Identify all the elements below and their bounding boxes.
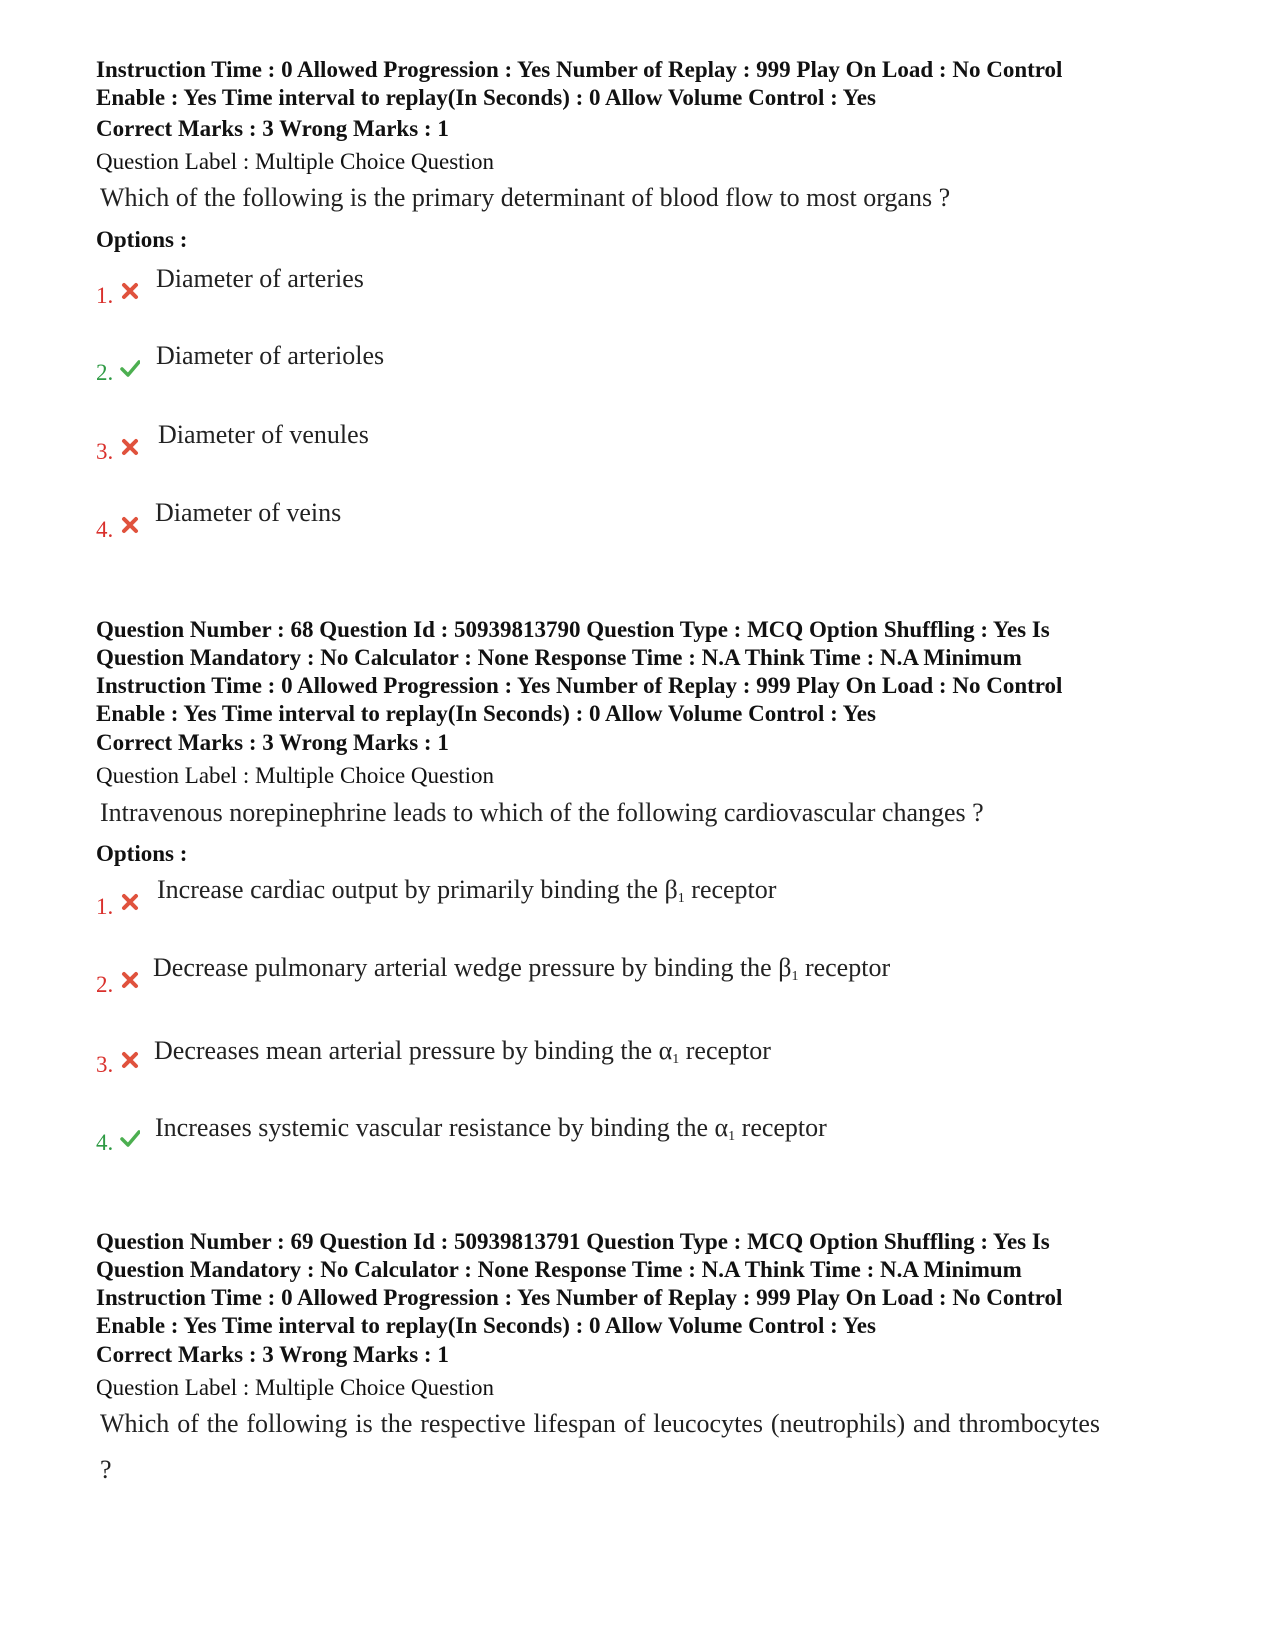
option-item <box>96 262 1196 312</box>
cross-icon <box>120 892 140 912</box>
options-heading: Options : <box>96 841 188 866</box>
option-number: 4. <box>96 517 114 542</box>
cross-icon <box>120 1050 140 1070</box>
option-item <box>96 418 1196 468</box>
option-number: 1. <box>96 283 114 308</box>
option-text: Increases systemic vascular resistance by binding the $\alpha_1$ receptor <box>155 1113 827 1144</box>
option-text: Increase cardiac output by primarily binding the $\beta_1$ receptor <box>157 875 777 906</box>
option-number: 3. <box>96 1052 114 1077</box>
option-number: 3. <box>96 439 114 464</box>
option-number: 2. <box>96 360 114 385</box>
option-number: 4. <box>96 1130 114 1155</box>
option-item <box>96 1111 1196 1161</box>
cross-icon <box>120 437 140 457</box>
option-text: Decrease pulmonary arterial wedge pressure by binding the $\beta_1$ receptor <box>153 953 891 984</box>
option-item <box>96 496 1196 546</box>
meta-line: Instruction Time : 0 Allowed Progression : Yes Number of Replay : 999 Play On Load : No Control <box>96 1285 1063 1310</box>
option-item <box>96 339 1196 389</box>
meta-line: Question Mandatory : No Calculator : None Response Time : N.A Think Time : N.A Minimum <box>96 1257 1022 1282</box>
option-item <box>96 1034 1196 1084</box>
question-label: Question Label : Multiple Choice Question <box>96 149 494 174</box>
question-text: Which of the following is the primary determinant of blood flow to most organs ? <box>100 183 951 212</box>
question-meta <box>96 56 1216 112</box>
option-text: Diameter of veins <box>155 498 342 527</box>
options-heading: Options : <box>96 227 188 252</box>
option-number: 2. <box>96 972 114 997</box>
cross-icon <box>120 281 140 301</box>
option-item <box>96 873 1196 923</box>
option-text: Diameter of arteries <box>156 264 364 293</box>
meta-line: Enable : Yes Time interval to replay(In Seconds) : 0 Allow Volume Control : Yes <box>96 85 876 110</box>
question-meta <box>96 616 1216 728</box>
meta-line: Question Number : 69 Question Id : 50939813791 Question Type : MCQ Option Shuffling : Yes Is <box>96 1229 1050 1254</box>
meta-line: Enable : Yes Time interval to replay(In Seconds) : 0 Allow Volume Control : Yes <box>96 701 876 726</box>
question-meta <box>96 1228 1216 1340</box>
meta-line: Enable : Yes Time interval to replay(In Seconds) : 0 Allow Volume Control : Yes <box>96 1313 876 1338</box>
meta-line: Question Mandatory : No Calculator : None Response Time : N.A Think Time : N.A Minimum <box>96 645 1022 670</box>
cross-icon <box>120 515 140 535</box>
question-label: Question Label : Multiple Choice Question <box>96 1375 494 1400</box>
marks-line: Correct Marks : 3 Wrong Marks : 1 <box>96 1342 449 1367</box>
question-text: Intravenous norepinephrine leads to which of the following cardiovascular changes ? <box>100 798 984 827</box>
marks-line: Correct Marks : 3 Wrong Marks : 1 <box>96 730 449 755</box>
option-text: Diameter of arterioles <box>156 341 385 370</box>
option-text: Diameter of venules <box>158 420 369 449</box>
question-label: Question Label : Multiple Choice Question <box>96 763 494 788</box>
option-text: Decreases mean arterial pressure by binding the $\alpha_1$ receptor <box>154 1036 771 1067</box>
question-text: Which of the following is the respective lifespan of leucocytes (neutrophils) and thrombocytes ? <box>100 1409 1100 1484</box>
meta-line: Instruction Time : 0 Allowed Progression : Yes Number of Replay : 999 Play On Load : No Control <box>96 57 1063 82</box>
marks-line: Correct Marks : 3 Wrong Marks : 1 <box>96 116 449 141</box>
check-icon <box>120 358 140 378</box>
check-icon <box>120 1128 140 1148</box>
option-item <box>96 951 1196 1001</box>
meta-line: Instruction Time : 0 Allowed Progression : Yes Number of Replay : 999 Play On Load : No Control <box>96 673 1063 698</box>
option-number: 1. <box>96 894 114 919</box>
meta-line: Question Number : 68 Question Id : 50939813790 Question Type : MCQ Option Shuffling : Yes Is <box>96 617 1050 642</box>
cross-icon <box>120 970 140 990</box>
